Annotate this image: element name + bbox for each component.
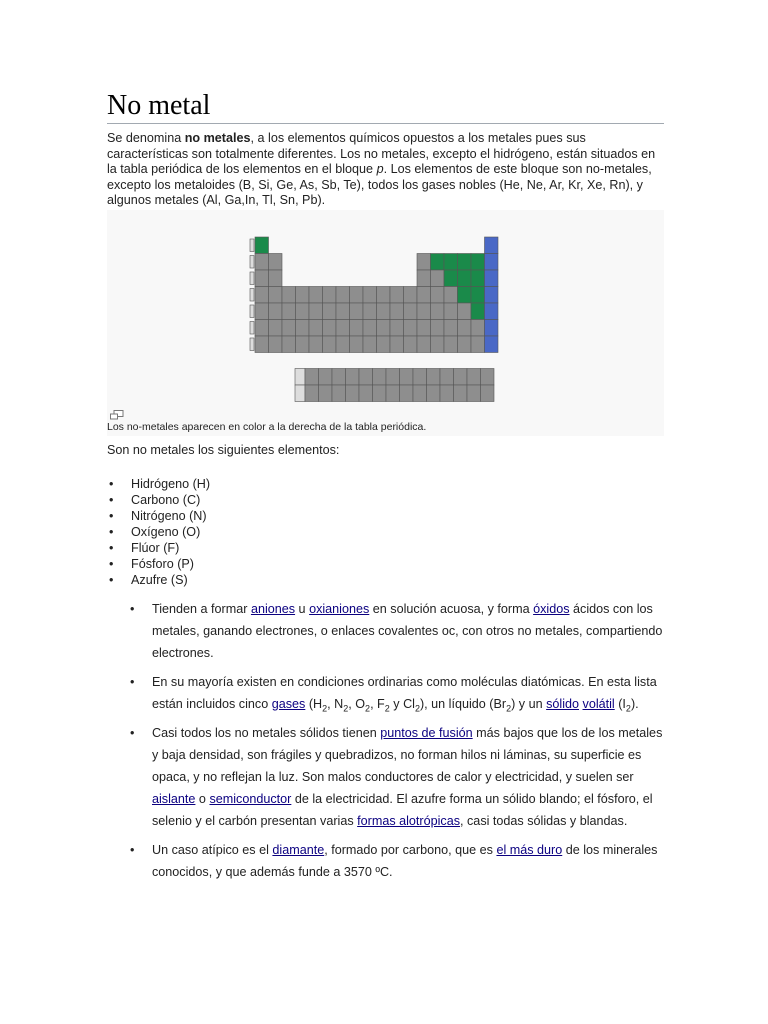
link-solido[interactable]: sólido — [546, 697, 580, 711]
element-cell — [417, 287, 431, 304]
nonmetal-cell — [471, 303, 485, 320]
element-cell — [431, 303, 445, 320]
element-cell — [336, 336, 350, 353]
period-label — [250, 272, 254, 285]
element-cell — [363, 287, 377, 304]
period-label — [250, 256, 254, 269]
element-cell — [390, 336, 404, 353]
list-item: • En su mayoría existen en condiciones ordinarias como moléculas diatómicas. En esta lista están incluidos cinco gases ($H_2$, $N_2$, $O_2$, $F_2$ y $Cl_2$), un líquido $(Br_2)$ y un sólido volátil $(I_2)$. — [128, 671, 668, 715]
nonmetal-cell — [458, 270, 472, 287]
element-cell — [296, 303, 310, 320]
list-item: • Flúor (F) — [107, 540, 210, 556]
period-label — [250, 322, 254, 335]
element-cell — [417, 270, 431, 287]
element-cell — [444, 303, 458, 320]
list-item: • Casi todos los no metales sólidos tienen puntos de fusión más bajos que los de los metales y baja densidad, son frágiles y quebradizos, no forman hilos ni láminas, su superficie es opaca, y no reflejan la luz. Son malos conductores de calor y electricidad, y suelen ser aislante o semiconductor de la electricidad. El azufre forma un sólido blando; el fósforo, el selenio y el carbón presentan varias formas alotrópicas, casi todas sólidas y blandas. — [128, 722, 668, 832]
element-cell — [323, 336, 337, 353]
element-cell — [427, 369, 441, 386]
noble-gas-cell — [485, 303, 499, 320]
element-cell — [481, 369, 495, 386]
link-gases[interactable]: gases — [271, 697, 306, 711]
element-cell — [400, 369, 414, 386]
element-cell — [458, 320, 472, 337]
list-item: • Un caso atípico es el diamante, formado por carbono, que es el más duro de los minerales conocidos, y que además funde a 3570 ºC. — [128, 839, 668, 883]
element-cell — [255, 336, 269, 353]
element-cell — [440, 385, 454, 402]
element-cell — [377, 320, 391, 337]
element-cell — [373, 385, 387, 402]
nonmetal-cell — [444, 254, 458, 271]
list-item: • Tienden a formar aniones u oxianiones en solución acuosa, y forma óxidos ácidos con los metales, ganando electrones, o enlaces covalentes oc, con otros no metales, compartiendo electrones. — [128, 598, 668, 664]
element-cell — [269, 320, 283, 337]
element-cell — [346, 385, 360, 402]
element-cell — [377, 303, 391, 320]
noble-gas-cell — [485, 270, 499, 287]
list-item: • Carbono (C) — [107, 492, 210, 508]
element-cell — [467, 385, 481, 402]
element-cell — [417, 254, 431, 271]
element-cell — [431, 287, 445, 304]
element-cell — [386, 369, 400, 386]
element-cell — [444, 336, 458, 353]
element-cell — [332, 385, 346, 402]
link-oxidos[interactable]: óxidos — [533, 602, 570, 616]
element-cell — [309, 320, 323, 337]
element-cell — [400, 385, 414, 402]
element-cell — [269, 336, 283, 353]
element-cell — [255, 287, 269, 304]
nonmetal-cell — [471, 287, 485, 304]
element-cell — [269, 287, 283, 304]
list-item: • Nitrógeno (N) — [107, 508, 210, 524]
element-cell — [296, 320, 310, 337]
element-cell — [417, 320, 431, 337]
periodic-table-image[interactable] — [107, 210, 664, 415]
element-cell — [458, 303, 472, 320]
element-cell — [404, 303, 418, 320]
element-cell — [390, 320, 404, 337]
figure-caption: Los no-metales aparecen en color a la derecha de la tabla periódica. — [107, 421, 427, 433]
element-cell — [427, 385, 441, 402]
list-item: • Oxígeno (O) — [107, 524, 210, 540]
link-puntos-de-fusion[interactable]: puntos de fusión — [380, 726, 473, 740]
element-cell — [440, 369, 454, 386]
element-cell — [323, 303, 337, 320]
element-cell — [255, 320, 269, 337]
element-cell — [454, 385, 468, 402]
element-cell — [454, 369, 468, 386]
element-cell — [444, 320, 458, 337]
element-cell — [296, 336, 310, 353]
link-diamante[interactable]: diamante — [272, 843, 325, 857]
element-cell — [323, 320, 337, 337]
element-cell — [336, 287, 350, 304]
element-cell — [319, 385, 333, 402]
noble-gas-cell — [485, 336, 499, 353]
element-cell — [467, 369, 481, 386]
intro-text: , a los elementos químicos opuestos a los metales pues sus características son totalmente diferentes. Los no metales, excepto el hidrógeno, están situados en la tabla periódica de los elementos en el bloque — [107, 131, 656, 176]
list-item: • Fósforo (P) — [107, 556, 210, 572]
element-cell — [309, 287, 323, 304]
element-cell — [413, 385, 427, 402]
link-semiconductor[interactable]: semiconductor — [209, 792, 292, 806]
link-oxianiones[interactable]: oxianiones — [309, 602, 370, 616]
element-cell — [386, 385, 400, 402]
nonmetal-cell — [471, 270, 485, 287]
element-cell — [377, 336, 391, 353]
element-cell — [336, 303, 350, 320]
element-cell — [431, 320, 445, 337]
element-cell — [390, 303, 404, 320]
element-cell — [296, 287, 310, 304]
element-cell — [417, 303, 431, 320]
element-cell — [323, 287, 337, 304]
link-aislante[interactable]: aislante — [152, 792, 196, 806]
intro-text: . Los elementos de este bloque son no-metales, excepto los metaloides (B, Si, Ge, As, Sb, Te), todos los gases nobles (He, Ne, Ar, Kr, Xe, Rn), y algunos metales (Al, Ga,In, Tl, Sn, Pb). — [107, 162, 652, 207]
properties-list — [128, 598, 668, 890]
element-cell — [309, 303, 323, 320]
element-cell — [305, 385, 319, 402]
element-cell — [282, 336, 296, 353]
nonmetal-cell — [458, 287, 472, 304]
noble-gas-cell — [485, 237, 499, 254]
element-cell — [309, 336, 323, 353]
element-cell — [269, 303, 283, 320]
nonmetal-cell — [444, 270, 458, 287]
element-cell — [431, 336, 445, 353]
enlarge-icon[interactable] — [110, 410, 124, 420]
element-cell — [350, 320, 364, 337]
intro-bold-term: no metales — [184, 131, 251, 145]
period-label — [250, 338, 254, 351]
list-intro: Son no metales los siguientes elementos: — [107, 443, 340, 457]
noble-gas-cell — [485, 287, 499, 304]
element-cell — [282, 287, 296, 304]
nonmetal-list — [107, 476, 210, 588]
list-item: • Hidrógeno (H) — [107, 476, 210, 492]
element-cell — [350, 336, 364, 353]
periodic-table-figure — [107, 210, 664, 436]
list-item: • Azufre (S) — [107, 572, 210, 588]
element-cell — [350, 303, 364, 320]
element-cell — [431, 270, 445, 287]
element-cell — [363, 336, 377, 353]
element-cell — [481, 385, 495, 402]
element-cell — [269, 254, 283, 271]
page-title: No metal — [107, 88, 664, 124]
element-cell — [336, 320, 350, 337]
element-cell — [471, 336, 485, 353]
element-cell — [444, 287, 458, 304]
series-label — [295, 369, 305, 386]
element-cell — [458, 336, 472, 353]
element-cell — [332, 369, 346, 386]
element-cell — [363, 303, 377, 320]
element-cell — [377, 287, 391, 304]
element-cell — [359, 369, 373, 386]
element-cell — [319, 369, 333, 386]
link-aniones[interactable]: aniones — [250, 602, 296, 616]
element-cell — [282, 320, 296, 337]
element-cell — [305, 369, 319, 386]
intro-text: Se denomina — [107, 131, 185, 145]
nonmetal-cell — [431, 254, 445, 271]
period-label — [250, 239, 254, 252]
element-cell — [350, 287, 364, 304]
intro-italic: p — [376, 162, 384, 176]
element-cell — [282, 303, 296, 320]
nonmetal-cell — [471, 254, 485, 271]
element-cell — [269, 270, 283, 287]
element-cell — [413, 369, 427, 386]
element-cell — [359, 385, 373, 402]
element-cell — [404, 320, 418, 337]
element-cell — [404, 287, 418, 304]
link-volatil[interactable]: volátil — [582, 697, 615, 711]
element-cell — [471, 320, 485, 337]
nonmetal-cell — [255, 237, 269, 254]
element-cell — [346, 369, 360, 386]
noble-gas-cell — [485, 254, 499, 271]
element-cell — [390, 287, 404, 304]
element-cell — [404, 336, 418, 353]
element-cell — [373, 369, 387, 386]
nonmetal-cell — [458, 254, 472, 271]
intro-paragraph — [107, 131, 667, 209]
link-el-mas-duro[interactable]: el más duro — [496, 843, 563, 857]
element-cell — [363, 320, 377, 337]
period-label — [250, 289, 254, 302]
element-cell — [255, 254, 269, 271]
noble-gas-cell — [485, 320, 499, 337]
element-cell — [255, 303, 269, 320]
link-formas-alotropicas[interactable]: formas alotrópicas — [357, 814, 461, 828]
element-cell — [417, 336, 431, 353]
element-cell — [255, 270, 269, 287]
period-label — [250, 305, 254, 318]
series-label — [295, 385, 305, 402]
